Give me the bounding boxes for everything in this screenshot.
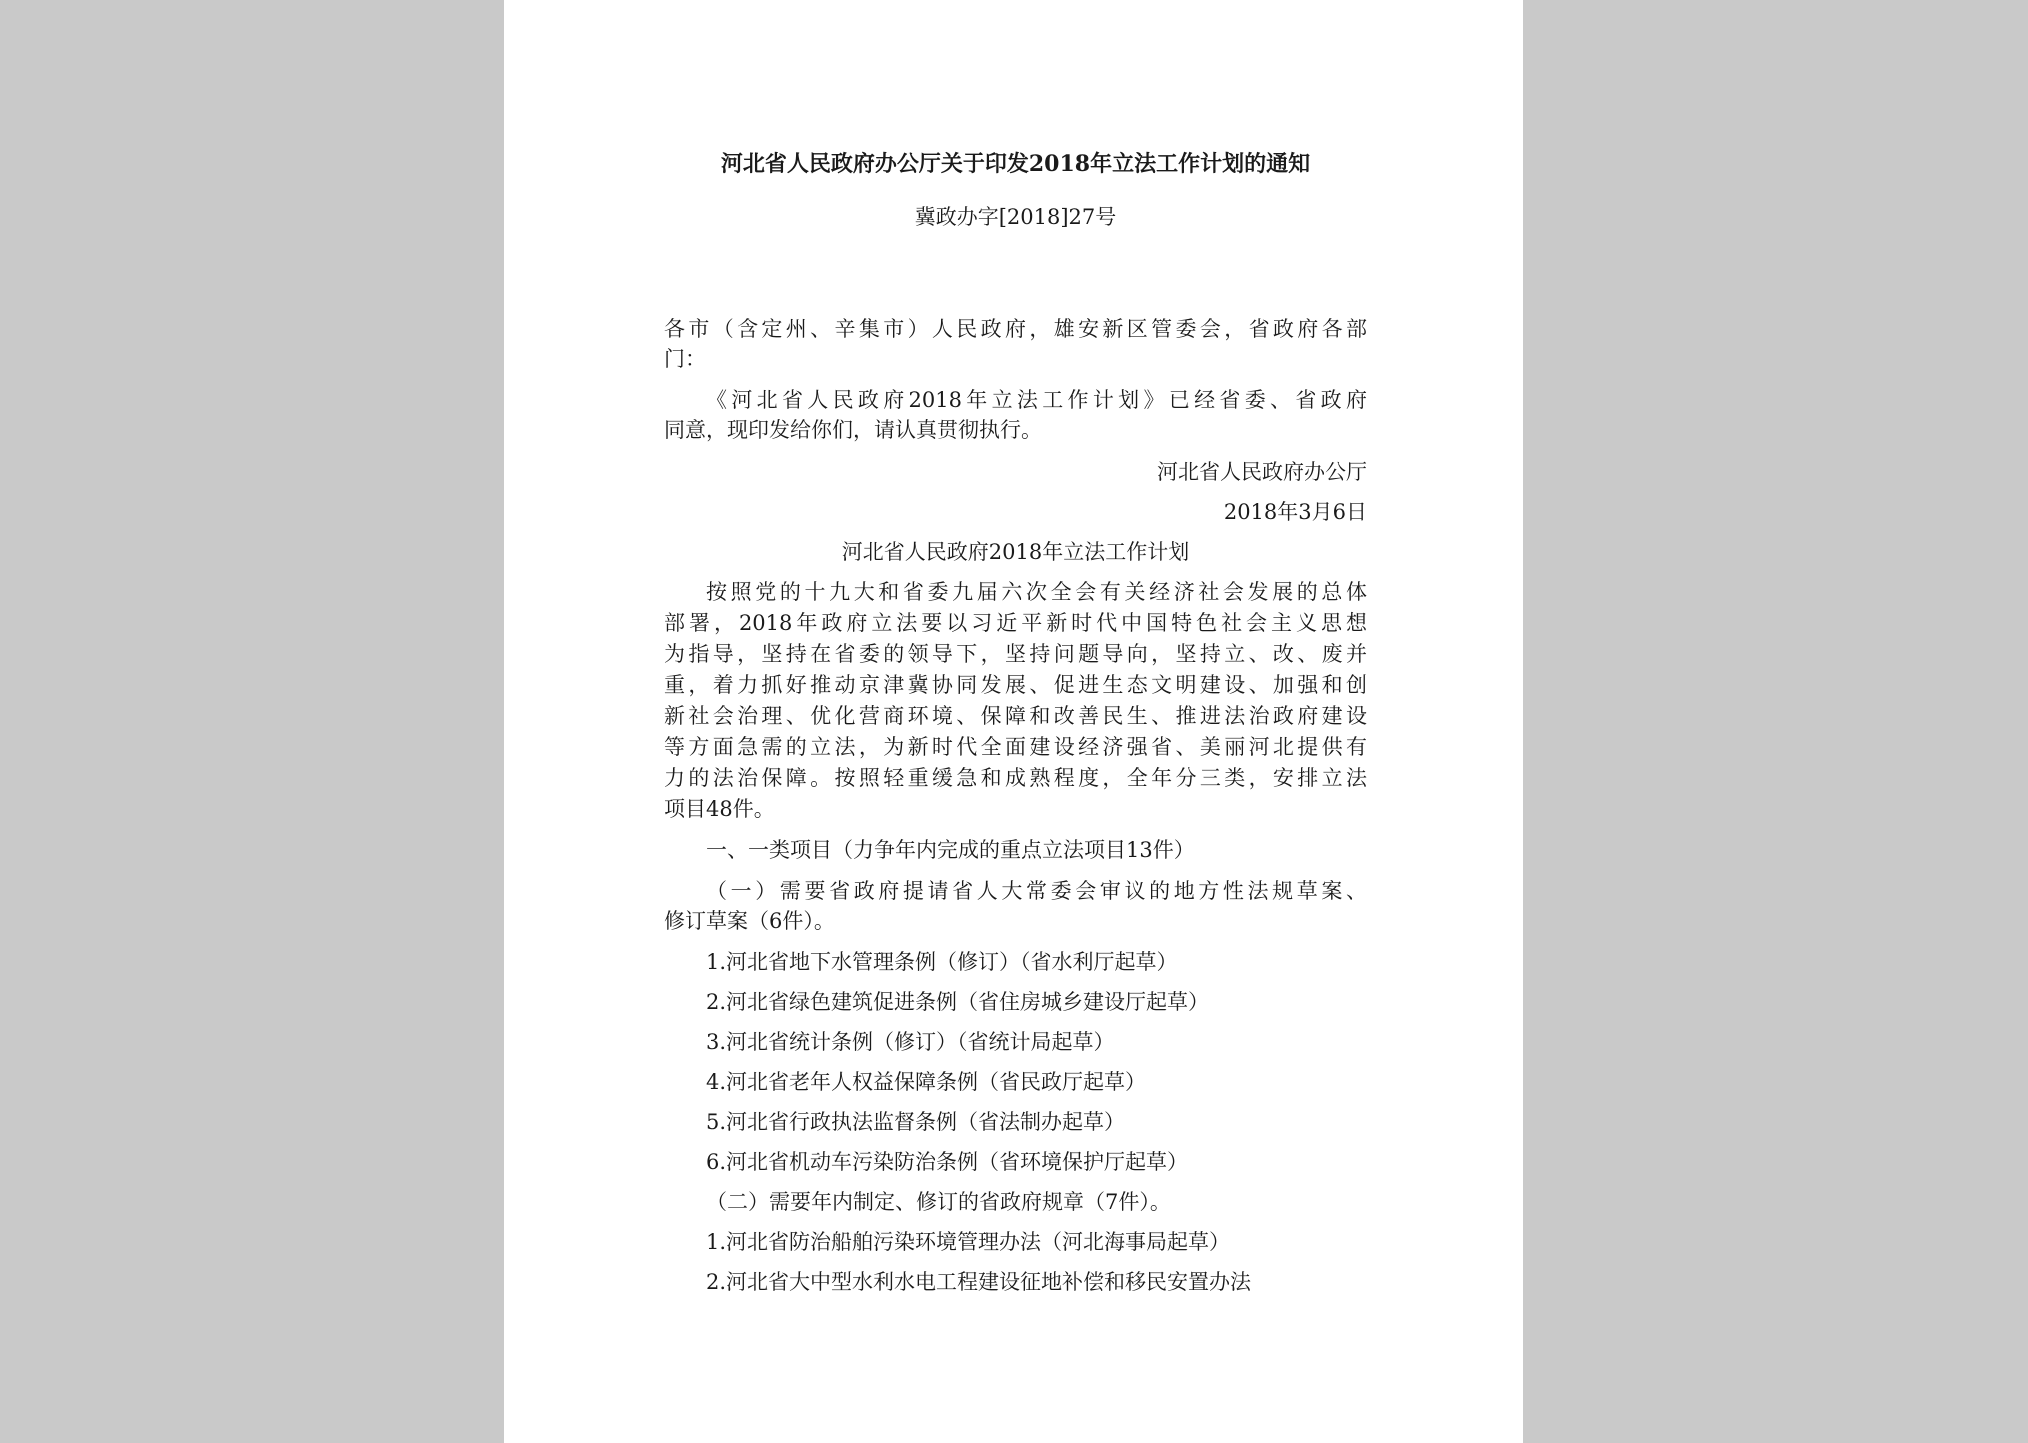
section1-heading: 一、一类项目（力争年内完成的重点立法项目13件） bbox=[706, 838, 1195, 862]
signature-org: 河北省人民政府办公厅 bbox=[1157, 460, 1367, 484]
body-line: 为指导，坚持在省委的领导下，坚持问题导向，坚持立、改、废并 bbox=[664, 642, 1367, 666]
list-item: 2.河北省绿色建筑促进条例（省住房城乡建设厅起草） bbox=[706, 990, 1210, 1014]
addressee-line-2: 门： bbox=[664, 347, 706, 371]
list-item: 6.河北省机动车污染防治条例（省环境保护厅起草） bbox=[706, 1150, 1189, 1174]
document-page bbox=[504, 0, 1523, 1443]
addressee-line-1: 各市（含定州、辛集市）人民政府，雄安新区管委会，省政府各部 bbox=[664, 317, 1367, 341]
body-line: 力的法治保障。按照轻重缓急和成熟程度，全年分三类，安排立法 bbox=[664, 766, 1367, 790]
plan-title: 河北省人民政府2018年立法工作计划 bbox=[841, 540, 1190, 564]
body-line: 等方面急需的立法，为新时代全面建设经济强省、美丽河北提供有 bbox=[664, 735, 1367, 759]
intro-line-1: 《河北省人民政府2018年立法工作计划》已经省委、省政府 bbox=[706, 388, 1367, 412]
body-line: 项目48件。 bbox=[664, 797, 775, 821]
body-line: 新社会治理、优化营商环境、保障和改善民生、推进法治政府建设 bbox=[664, 704, 1367, 728]
list-item: 1.河北省地下水管理条例（修订）（省水利厅起草） bbox=[706, 950, 1178, 974]
intro-line-2: 同意，现印发给你们，请认真贯彻执行。 bbox=[664, 418, 1042, 442]
sub1-heading-line-2: 修订草案（6件）。 bbox=[664, 909, 835, 933]
body-line: 重，着力抓好推动京津冀协同发展、促进生态文明建设、加强和创 bbox=[664, 673, 1367, 697]
list-item: 3.河北省统计条例（修订）（省统计局起草） bbox=[706, 1030, 1115, 1054]
sub1-heading-line-1: （一）需要省政府提请省人大常委会审议的地方性法规草案、 bbox=[706, 879, 1367, 903]
body-line: 按照党的十九大和省委九届六次全会有关经济社会发展的总体 bbox=[706, 580, 1367, 604]
document-title: 河北省人民政府办公厅关于印发2018年立法工作计划的通知 bbox=[720, 151, 1311, 177]
list-item: 2.河北省大中型水利水电工程建设征地补偿和移民安置办法 bbox=[706, 1270, 1252, 1294]
list-item: 4.河北省老年人权益保障条例（省民政厅起草） bbox=[706, 1070, 1147, 1094]
list-item: 5.河北省行政执法监督条例（省法制办起草） bbox=[706, 1110, 1126, 1134]
sub2-heading: （二）需要年内制定、修订的省政府规章（7件）。 bbox=[706, 1190, 1171, 1214]
list-item: 1.河北省防治船舶污染环境管理办法（河北海事局起草） bbox=[706, 1230, 1231, 1254]
body-line: 部署，2018年政府立法要以习近平新时代中国特色社会主义思想 bbox=[664, 611, 1367, 635]
document-number: 冀政办字[2018]27号 bbox=[914, 205, 1117, 229]
signature-date: 2018年3月6日 bbox=[1223, 500, 1367, 524]
